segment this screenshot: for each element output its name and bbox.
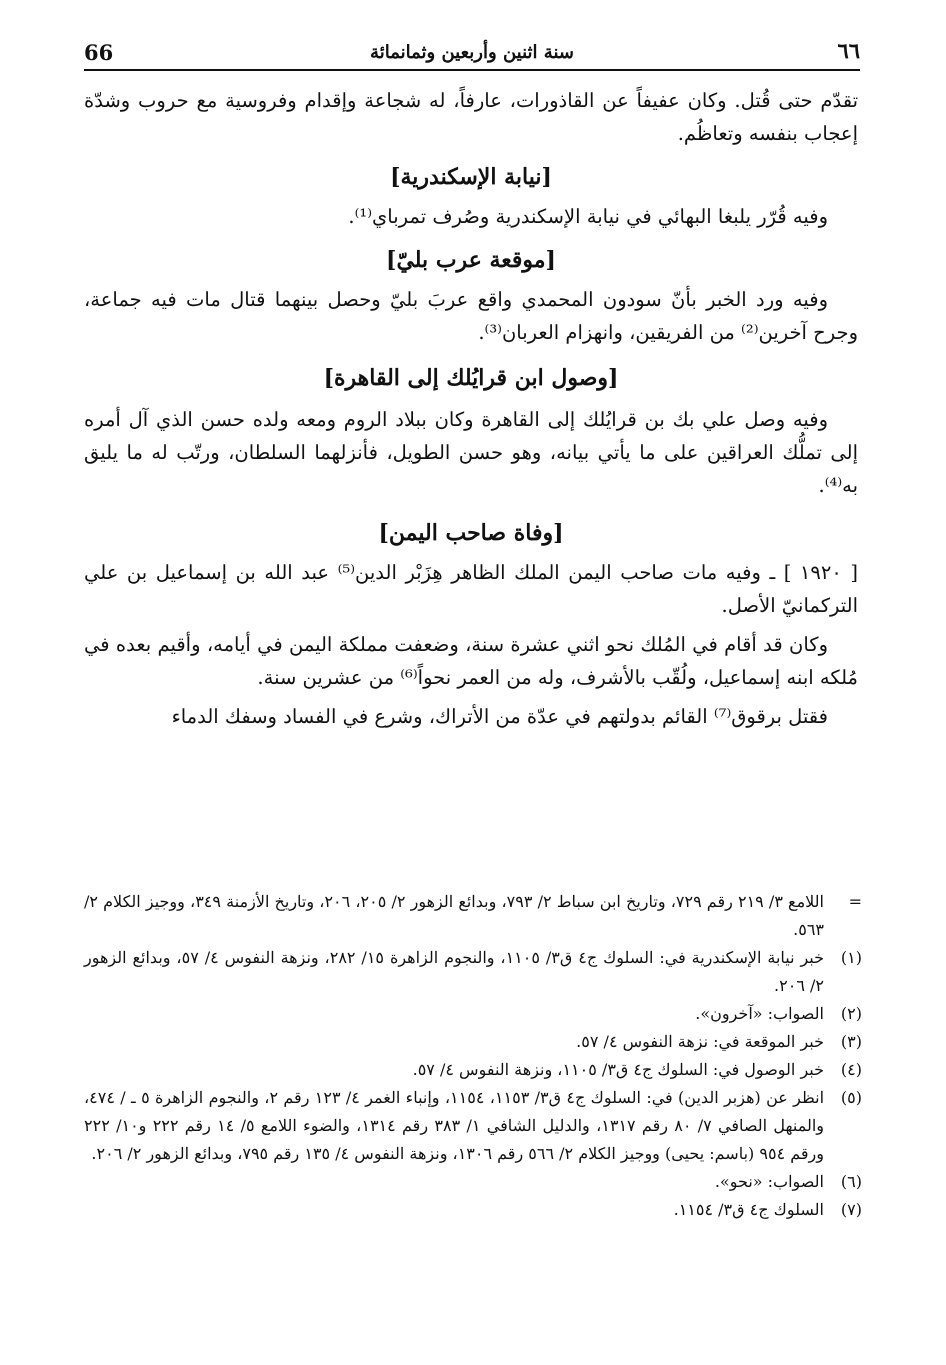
main-text — [84, 84, 858, 733]
footnote-mark: (٥) — [840, 1088, 862, 1107]
paragraph: تقدّم حتى قُتل. وكان عفيفاً عن القاذورات، عارفاً، له شجاعة وإقدام وفروسية مع حروب وشدّة إعجاب بنفسه وتعاظُم. — [84, 89, 858, 145]
footnotes — [84, 888, 862, 1224]
footnote-text: الصواب: «آخرون». — [695, 1004, 824, 1023]
footnote-text: انظر عن (هزبر الدين) في: السلوك ج٤ ق٣/ ١١٥٣، ١١٥٤، وإنباء الغمر ٤/ ١٢٣ رقم ٢، والنجوم الزاهرة ٥ ـ / ٤٧٤، والمنهل الصافي ٧/ ٨٠ رقم ١٣١٧، والدليل الشافي ١/ ٣٨٣ رقم ١٣١٤، والضوء اللامع ٥/ ١٤ رقم ٢٢٢ و١٠/ ٢٢٢ ورقم ٩٥٤ (باسم: يحيى) ووجيز الكلام ٢/ ٥٦٦ رقم ١٣٠٦، ونزهة النفوس ٤/ ١٣٥ رقم ٧٩٥، وبدائع الزهور ٢/ ٢٠٦. — [84, 1088, 825, 1163]
paragraph: وفيه قُرّر يلبغا البهائي في نيابة الإسكندرية وصُرف تمرباي⁽¹⁾. — [348, 205, 828, 228]
footnote — [84, 944, 862, 1000]
footnote-text: خبر الموقعة في: نزهة النفوس ٤/ ٥٧. — [576, 1032, 824, 1051]
paragraph: وكان قد أقام في المُلك نحو اثني عشرة سنة، وضعفت مملكة اليمن في أيامه، وأقيم بعده في مُلكه ابنه إسماعيل، ولُقّب بالأشرف، وله من العمر نحواً⁽⁶⁾ من عشرين سنة. — [84, 633, 858, 689]
footnote-text: خبر الوصول في: السلوك ج٤ ق٣/ ١١٠٥، ونزهة النفوس ٤/ ٥٧. — [412, 1060, 824, 1079]
footnote — [84, 1084, 862, 1168]
header-rule — [84, 69, 860, 71]
section-heading: [وصول ابن قرايُلك إلى القاهرة] — [323, 365, 619, 391]
footnote-mark: (١) — [840, 948, 862, 967]
footnote-mark: (٢) — [840, 1004, 862, 1023]
section-heading: [نيابة الإسكندرية] — [390, 164, 552, 190]
page-number-arabic: ٦٦ — [837, 38, 860, 63]
footnote — [84, 888, 862, 944]
page-number-latin: 66 — [84, 40, 114, 65]
footnote-text: اللامع ٣/ ٢١٩ رقم ٧٢٩، وتاريخ ابن سباط ٢/ ٧٩٣، وبدائع الزهور ٢/ ٢٠٥، ٢٠٦، وتاريخ الأزمنة ٣٤٩، ووجيز الكلام ٢/ ٥٦٣. — [84, 892, 825, 939]
footnote — [84, 1196, 862, 1224]
paragraph: وفيه ورد الخبر بأنّ سودون المحمدي واقع عربَ بليّ وحصل بينهما قتال مات فيه جماعة، وجرح آخرين⁽²⁾ من الفريقين، وانهزام العربان⁽³⁾. — [84, 288, 858, 344]
paragraph: فقتل برقوق⁽⁷⁾ القائم بدولتهم في عدّة من الأتراك، وشرع في الفساد وسفك الدماء — [171, 705, 828, 728]
footnote-mark: (٧) — [840, 1200, 862, 1219]
footnote-mark: = — [848, 892, 862, 911]
paragraph: وفيه وصل علي بك بن قرايُلك إلى القاهرة وكان ببلاد الروم ومعه ولده حسن الذي آل أمره إلى تملُّك العراقين على ما يأتي بيانه، وهو حسن الطويل، فأنزلهما السلطان، ورتّب له ما يليق به⁽⁴⁾. — [84, 408, 858, 497]
footnote — [84, 1028, 862, 1056]
page-header — [84, 38, 860, 72]
footnote-text: الصواب: «نحو». — [714, 1172, 824, 1191]
footnote-text: السلوك ج٤ ق٣/ ١١٥٤. — [673, 1200, 824, 1219]
footnote — [84, 1056, 862, 1084]
footnote — [84, 1000, 862, 1028]
section-heading: [موقعة عرب بليّ] — [386, 247, 556, 273]
footnote-mark: (٦) — [840, 1172, 862, 1191]
footnote-text: خبر نيابة الإسكندرية في: السلوك ج٤ ق٣/ ١١٠٥، والنجوم الزاهرة ١٥/ ٢٨٢، ونزهة النفوس ٤/ ٥٧، وبدائع الزهور ٢/ ٢٠٦. — [84, 948, 825, 995]
footnote-mark: (٣) — [840, 1032, 862, 1051]
footnote — [84, 1168, 862, 1196]
paragraph: [ ١٩٢٠ ] ـ وفيه مات صاحب اليمن الملك الظاهر هِزَبْر الدين⁽⁵⁾ عبد الله بن إسماعيل بن علي التركمانيّ الأصل. — [84, 561, 859, 617]
footnote-mark: (٤) — [840, 1060, 862, 1079]
running-title: سنة اثنين وأربعين وثمانمائة — [370, 42, 574, 63]
section-heading: [وفاة صاحب اليمن] — [378, 520, 564, 546]
